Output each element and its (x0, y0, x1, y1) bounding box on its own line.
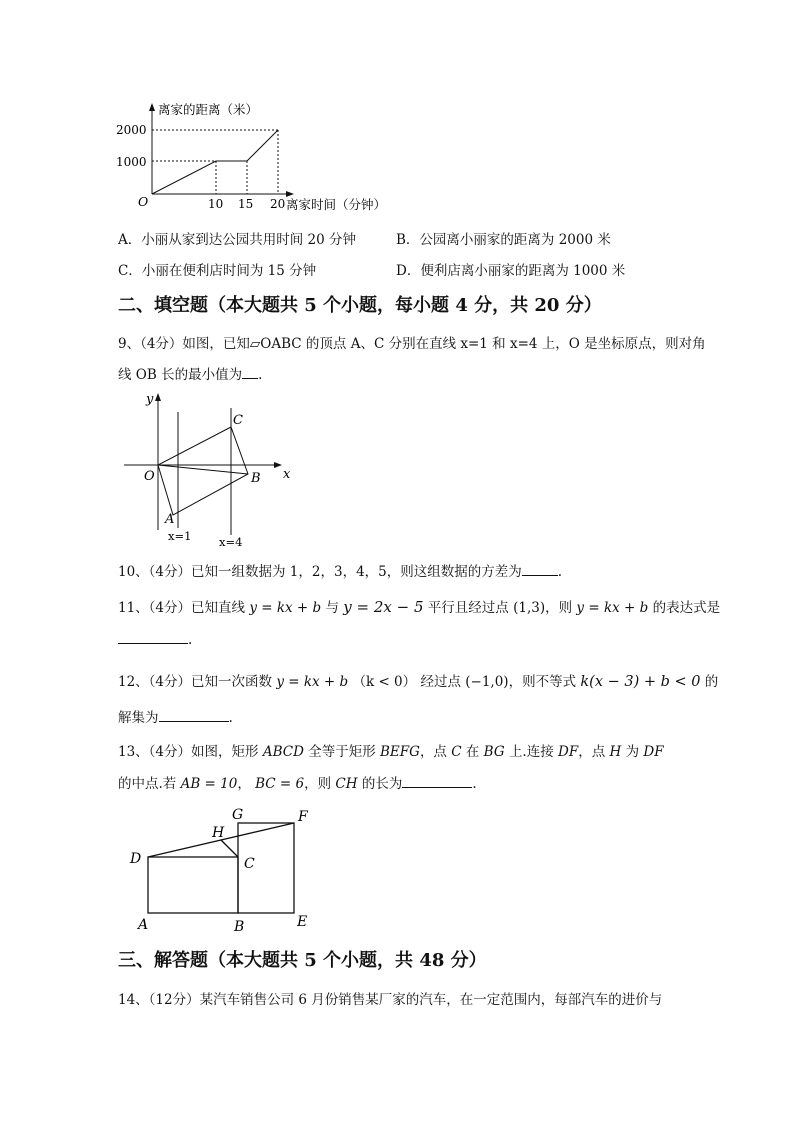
distance-time-graph (110, 98, 410, 218)
fig9-label-x4: x=4 (219, 535, 243, 549)
origin-label: O (138, 194, 149, 209)
q13-sep: ， (237, 776, 251, 792)
q13-mid6: 为 (625, 744, 640, 760)
q11-suffix: 的表达式是 (652, 600, 721, 616)
q13-rect1: ABCD (262, 744, 304, 760)
q12-answer-blank[interactable] (159, 720, 229, 722)
diagonal-ob (158, 465, 248, 474)
y-axis-label: 离家的距离（米） (158, 102, 259, 117)
fig9-x-label: x (283, 467, 291, 482)
distance-line (152, 130, 278, 194)
q9-line1: 9、（4分）如图，已知▱OABC 的顶点 A、C 分别在直线 x=1 和 x=4 上，O 是坐标原点，则对角 (118, 336, 706, 352)
q11-end: . (188, 632, 193, 648)
option-d: D．便利店离小丽家的距离为 1000 米 (396, 263, 626, 279)
q11-line2 (118, 632, 192, 648)
q11-eq2: y = 2x − 5 (343, 598, 424, 616)
q13-line2b: ，则 (304, 776, 332, 792)
option-a: A．小丽从家到达公园共用时间 20 分钟 (118, 232, 357, 248)
q12-mid1: 经过点 (420, 674, 461, 690)
q11-eq1: y = kx + b (249, 600, 322, 616)
q13-p3: DF (558, 744, 579, 760)
q12-suffix: 的 (704, 674, 719, 690)
q13-mid4: 上.连接 (508, 744, 554, 760)
fig13-label-f: F (298, 809, 308, 825)
section-3-title: 三、解答题（本大题共 5 个小题，共 48 分） (118, 950, 487, 971)
q10 (118, 560, 562, 580)
q12-line2-text: 解集为 (118, 710, 159, 726)
fig9-label-x1: x=1 (168, 529, 192, 543)
q13-mid3: 在 (465, 744, 480, 760)
q13-line1 (118, 740, 664, 760)
q11-line1 (118, 596, 720, 616)
y-tick-1000: 1000 (116, 155, 147, 169)
x-axis-label: 离家时间（分钟） (286, 197, 387, 212)
fig13-label-b: B (234, 919, 245, 935)
q13-rect2: BEFG (380, 744, 420, 760)
q13-mid5: ，点 (578, 744, 606, 760)
rectangles-figure (118, 800, 328, 935)
q12-end: . (228, 710, 233, 726)
q13-p5: DF (643, 744, 664, 760)
q10-end: . (557, 564, 563, 580)
fig9-y-arrow (155, 393, 161, 401)
q13-p1: C (451, 744, 462, 760)
q13-line2a: 的中点.若 (118, 776, 177, 792)
parallelogram-oabc (158, 427, 248, 515)
x-tick-20: 20 (270, 197, 286, 211)
q13-mid2: ，点 (419, 744, 447, 760)
fig9-label-c: C (233, 413, 243, 428)
q9-end: . (258, 367, 263, 383)
q13-end: . (472, 776, 477, 792)
q13-line2c: 的长为 (361, 776, 403, 792)
q13-line2 (118, 772, 477, 792)
q12-prefix: 12、（4分）已知一次函数 (118, 674, 273, 690)
q11-answer-blank[interactable] (118, 642, 188, 644)
x-tick-15: 15 (238, 197, 254, 211)
q12-cond: （k < 0） (352, 674, 417, 690)
q13-p4: H (609, 744, 622, 760)
q11-point: (1,3) (513, 600, 546, 616)
q11-mid2: 平行且经过点 (427, 600, 509, 616)
y-tick-2000: 2000 (116, 123, 147, 137)
q10-answer-blank[interactable] (522, 574, 558, 576)
fig13-label-e: E (297, 914, 308, 930)
fig9-label-a: A (165, 512, 175, 527)
q13-p2: BG (483, 744, 505, 760)
q12-point: (−1,0) (465, 674, 509, 690)
x-tick-10: 10 (208, 197, 224, 211)
fig13-label-c: C (244, 856, 255, 872)
q12-line2 (118, 706, 233, 726)
q11-mid3: ，则 (545, 600, 573, 616)
q11-mid1: 与 (325, 600, 339, 616)
fig13-label-h: H (212, 825, 225, 841)
fig9-label-b: B (251, 471, 261, 486)
segment-ch (221, 840, 238, 857)
parallelogram-figure (118, 390, 308, 550)
q13-answer-blank[interactable] (402, 786, 472, 788)
q10-text: 10、（4分）已知一组数据为 1，2，3，4，5，则这组数据的方差为 (118, 564, 522, 580)
fig13-label-a: A (138, 917, 149, 933)
q13-c2: BC = 6 (255, 776, 305, 792)
y-axis-arrow (149, 103, 155, 111)
fig13-label-d: D (130, 851, 142, 867)
q13-prefix: 13、（4分）如图，矩形 (118, 744, 259, 760)
q13-p6: CH (335, 776, 358, 792)
q9-answer-blank[interactable] (242, 377, 258, 379)
q9-line2 (118, 363, 262, 383)
q11-eq3: y = kx + b (576, 600, 649, 616)
q12-line1 (118, 670, 718, 690)
q12-eq1: y = kx + b (276, 674, 349, 690)
option-c: C．小丽在便利店时间为 15 分钟 (118, 263, 317, 279)
fig9-y-label: y (146, 392, 154, 407)
q12-inequality: k(x − 3) + b < 0 (580, 674, 701, 690)
fig9-label-o: O (144, 469, 155, 484)
rect-abcd (148, 857, 238, 913)
q9-line2-text: 线 OB 长的最小值为 (118, 367, 243, 383)
fig9-x-arrow (274, 462, 282, 468)
section-2-title: 二、填空题（本大题共 5 个小题，每小题 4 分，共 20 分） (118, 295, 602, 316)
fig13-label-g: G (232, 807, 244, 823)
q13-c1: AB = 10 (180, 776, 238, 792)
option-b: B．公园离小丽家的距离为 2000 米 (396, 232, 611, 248)
q13-mid1: 全等于矩形 (308, 744, 376, 760)
q14-line1: 14、（12分）某汽车销售公司 6 月份销售某厂家的汽车，在一定范围内，每部汽车的进价与 (118, 992, 663, 1008)
q12-mid2: ，则不等式 (508, 674, 577, 690)
q11-prefix: 11、（4分）已知直线 (118, 600, 246, 616)
